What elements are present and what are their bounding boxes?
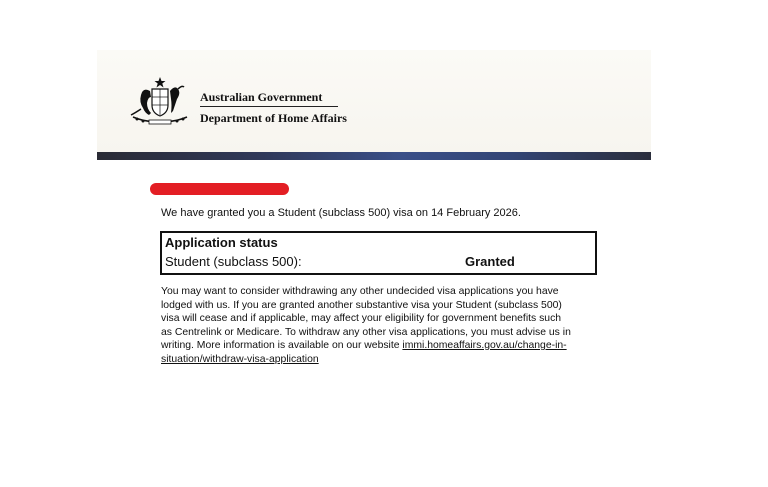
letterhead-rule bbox=[200, 106, 338, 107]
info-text: writing. More information is available on our website bbox=[161, 340, 403, 351]
application-status-table bbox=[160, 231, 597, 275]
visa-subclass-label: Student (subclass 500): bbox=[165, 254, 302, 269]
info-line-link-continued bbox=[161, 353, 591, 367]
redacted-name-bar bbox=[150, 183, 289, 195]
info-line: as Centrelink or Medicare. To withdraw any other visa applications, you must advise us in bbox=[161, 326, 571, 338]
info-line: lodged with us. If you are granted another substantive visa your Student (subclass 500) bbox=[161, 299, 562, 311]
status-table-title: Application status bbox=[165, 235, 278, 250]
department-name: Department of Home Affairs bbox=[200, 111, 347, 125]
header-gradient-bar bbox=[97, 152, 651, 160]
government-name: Australian Government bbox=[200, 90, 323, 104]
withdraw-visa-link[interactable]: immi.homeaffairs.gov.au/change-in- bbox=[402, 340, 567, 351]
visa-status-value: Granted bbox=[465, 254, 515, 269]
withdraw-visa-link-continued[interactable]: situation/withdraw-visa-application bbox=[161, 353, 319, 365]
info-line-with-link bbox=[161, 339, 591, 353]
grant-message: We have granted you a Student (subclass 500) visa on 14 February 2026. bbox=[161, 207, 521, 219]
info-line: visa will cease and if applicable, may affect your eligibility for government benefits such bbox=[161, 313, 562, 324]
coat-of-arms-icon bbox=[127, 75, 193, 127]
info-line: You may want to consider withdrawing any other undecided visa applications you have bbox=[161, 286, 559, 297]
withdrawal-info-paragraph bbox=[161, 285, 591, 366]
